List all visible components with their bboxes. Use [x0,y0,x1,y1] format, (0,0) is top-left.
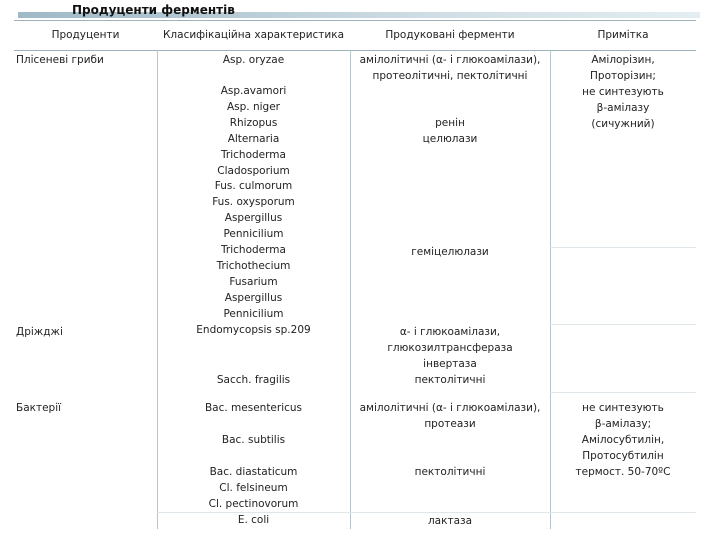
list-item: протеолітичні, пектолітичні [372,69,528,82]
classification-group-3 [157,465,350,529]
list-item: Fus. oxysporum [212,196,295,209]
row-divider [550,392,696,393]
list-item: Aspergillus [224,212,283,225]
list-item: амілолітичні (α- і глюкоамілази), [359,54,541,66]
row-divider [550,324,696,325]
list-item: Cl. felsineum [219,481,288,494]
list-item: глюкозилтрансфераза [387,341,513,354]
list-item: Fus. culmorum [214,180,293,193]
list-item: Endomycopsis sp.209 [196,323,311,336]
list-item: Cl. pectinovorum [208,497,299,510]
producer-fungi: Плісеневі гриби [16,54,104,66]
list-item: (сичужний) [591,117,655,130]
note-fungi [550,53,696,133]
classification-sacch: Sacch. fragilis [216,374,291,386]
header-enzymes: Продуковані ферменти [385,29,515,41]
enzyme-producers-table [14,20,696,529]
list-item: ренін [435,117,465,129]
enzymes-yeast [350,325,550,389]
list-item: не синтезують [582,402,664,414]
list-item: Trichothecium [216,259,291,272]
list-item: α- і глюкоамілази, [399,326,501,338]
list-item: Cladosporium [217,164,290,177]
header-producers: Продуценти [51,29,120,41]
list-item: Bac. diastaticum [209,466,298,478]
list-item: Alternaria [227,132,280,145]
list-item: β-амілазу; [594,417,652,430]
list-item: Trichoderma [221,244,286,257]
page-title: Продуценти ферментів [72,3,235,17]
list-item: не синтезують [582,85,664,98]
producer-yeast: Дріжджі [16,326,63,338]
classification-asp-oryzae: Asp. oryzae [222,54,285,66]
list-item: β-амілазу [596,101,650,114]
producer-bacteria: Бактерії [16,402,62,414]
list-item: пектолітичні [414,373,486,386]
header-note: Примітка [597,29,649,41]
list-item: Проторізин; [590,69,656,82]
list-item: E. coli [237,513,270,526]
list-item: Амілосубтилін, [581,433,665,446]
list-item: Aspergillus [224,291,283,304]
list-item: Протосубтилін [582,449,664,462]
note-bacteria [550,401,696,481]
list-item: протеази [424,417,476,430]
header-classification: Класифікаційна характеристика [162,29,345,41]
list-item: Амілорізин, [591,54,655,66]
enzymes-fungi-1 [350,53,550,85]
classification-bac-mesentericus: Bac. mesentericus [204,402,303,414]
list-item: Rhizopus [229,116,278,129]
enzymes-bacteria-1 [350,401,550,433]
classification-group-1 [157,84,350,339]
list-item: Pennicilium [223,307,284,320]
list-item: Asp. niger [226,100,280,113]
list-item: Asp.avamori [220,85,287,97]
list-item: Trichoderma [221,148,286,161]
list-item: термост. 50-70ºС [575,465,671,478]
header-bottom-border [14,50,696,51]
enzymes-fungi-3: геміцелюлази [411,246,489,258]
list-item: целюлази [422,132,478,145]
list-item: амілолітичні (α- і глюкоамілази), [359,402,541,414]
classification-bac-subtilis: Bac. subtilis [221,434,286,446]
enzymes-fungi-2 [350,116,550,148]
enzymes-bacteria-2: пектолітичні [414,466,486,478]
enzymes-bacteria-3: лактаза [427,515,473,527]
list-item: Pennicilium [223,228,284,241]
list-item: інвертаза [423,357,477,370]
row-divider [550,247,696,248]
list-item: Fusarium [229,275,278,288]
